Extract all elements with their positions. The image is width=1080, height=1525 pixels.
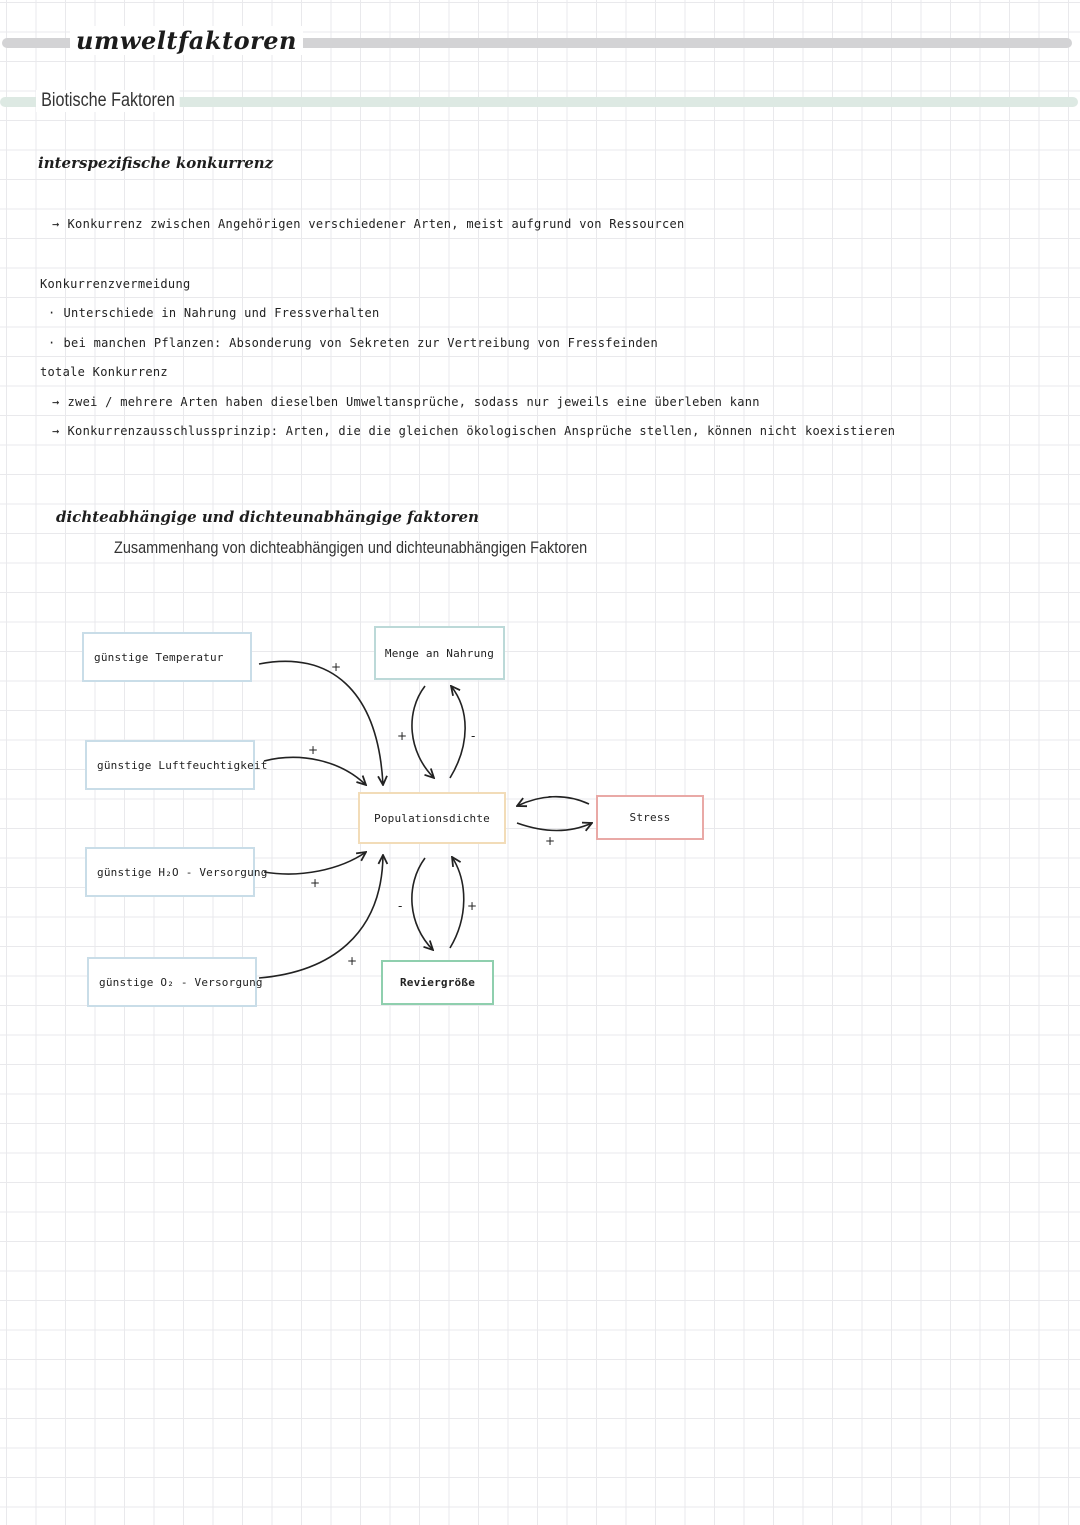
factor-box-temperature: günstige Temperatur xyxy=(82,632,252,682)
bullet-icon: · xyxy=(48,306,56,320)
page-title: umweltfaktoren xyxy=(70,26,303,55)
node-stress: Stress xyxy=(596,795,704,840)
sign-density-to-stress: + xyxy=(545,834,556,848)
arrow-right-icon: → xyxy=(52,424,60,438)
bullet-icon: · xyxy=(48,336,56,350)
avoidance-title: Konkurrenzvermeidung xyxy=(40,277,191,291)
sign-stress-to-density: - xyxy=(548,789,553,803)
node-territory-size: Reviergröße xyxy=(381,960,494,1005)
section-heading-density: dichteabhängige und dichteunabhängige faktoren xyxy=(56,508,479,526)
sign-density-to-food: - xyxy=(471,729,476,743)
node-food: Menge an Nahrung xyxy=(374,626,505,680)
arrow-water-to-density xyxy=(264,852,366,874)
arrow-density-to-food xyxy=(450,686,465,778)
arrow-temperature-to-density xyxy=(259,661,383,785)
sign-territory-to-density: + xyxy=(467,899,478,913)
list-item: · bei manchen Pflanzen: Absonderung von Sekreten zur Vertreibung von Fressfeinden xyxy=(48,336,658,350)
sign-density-to-territory: - xyxy=(398,899,403,913)
factor-box-oxygen: günstige O₂ - Versorgung xyxy=(87,957,257,1007)
factor-box-water: günstige H₂O - Versorgung xyxy=(85,847,255,897)
definition-line: → Konkurrenz zwischen Angehörigen verschiedener Arten, meist aufgrund von Ressourcen xyxy=(52,217,685,231)
arrow-right-icon: → xyxy=(52,217,60,231)
sign-water: + xyxy=(310,876,321,890)
list-item: → zwei / mehrere Arten haben dieselben Umweltansprüche, sodass nur jeweils eine überleben kann xyxy=(52,395,760,409)
arrow-stress-to-density xyxy=(517,797,589,806)
page-subtitle: Biotische Faktoren xyxy=(36,90,180,112)
total-competition-title: totale Konkurrenz xyxy=(40,365,168,379)
section-heading-interspecific: interspezifische konkurrenz xyxy=(38,154,274,172)
arrow-right-icon: → xyxy=(52,395,60,409)
sign-oxygen: + xyxy=(347,954,358,968)
list-item: · Unterschiede in Nahrung und Fressverhalten xyxy=(48,306,380,320)
arrow-density-to-territory xyxy=(412,858,433,950)
sign-temperature: + xyxy=(331,660,342,674)
node-population-density: Populationsdichte xyxy=(358,792,506,844)
sign-food-to-density: + xyxy=(397,729,408,743)
arrow-density-to-stress xyxy=(517,823,592,831)
sign-humidity: + xyxy=(308,743,319,757)
list-item: → Konkurrenzausschlussprinzip: Arten, die die gleichen ökologischen Ansprüche stellen, können nicht koexistieren xyxy=(52,424,896,438)
factor-box-humidity: günstige Luftfeuchtigkeit xyxy=(85,740,255,790)
diagram-caption: Zusammenhang von dichteabhängigen und dichteunabhängigen Faktoren xyxy=(114,538,588,557)
arrow-food-to-density xyxy=(412,686,434,778)
arrow-humidity-to-density xyxy=(264,757,366,785)
arrow-territory-to-density xyxy=(450,857,464,948)
